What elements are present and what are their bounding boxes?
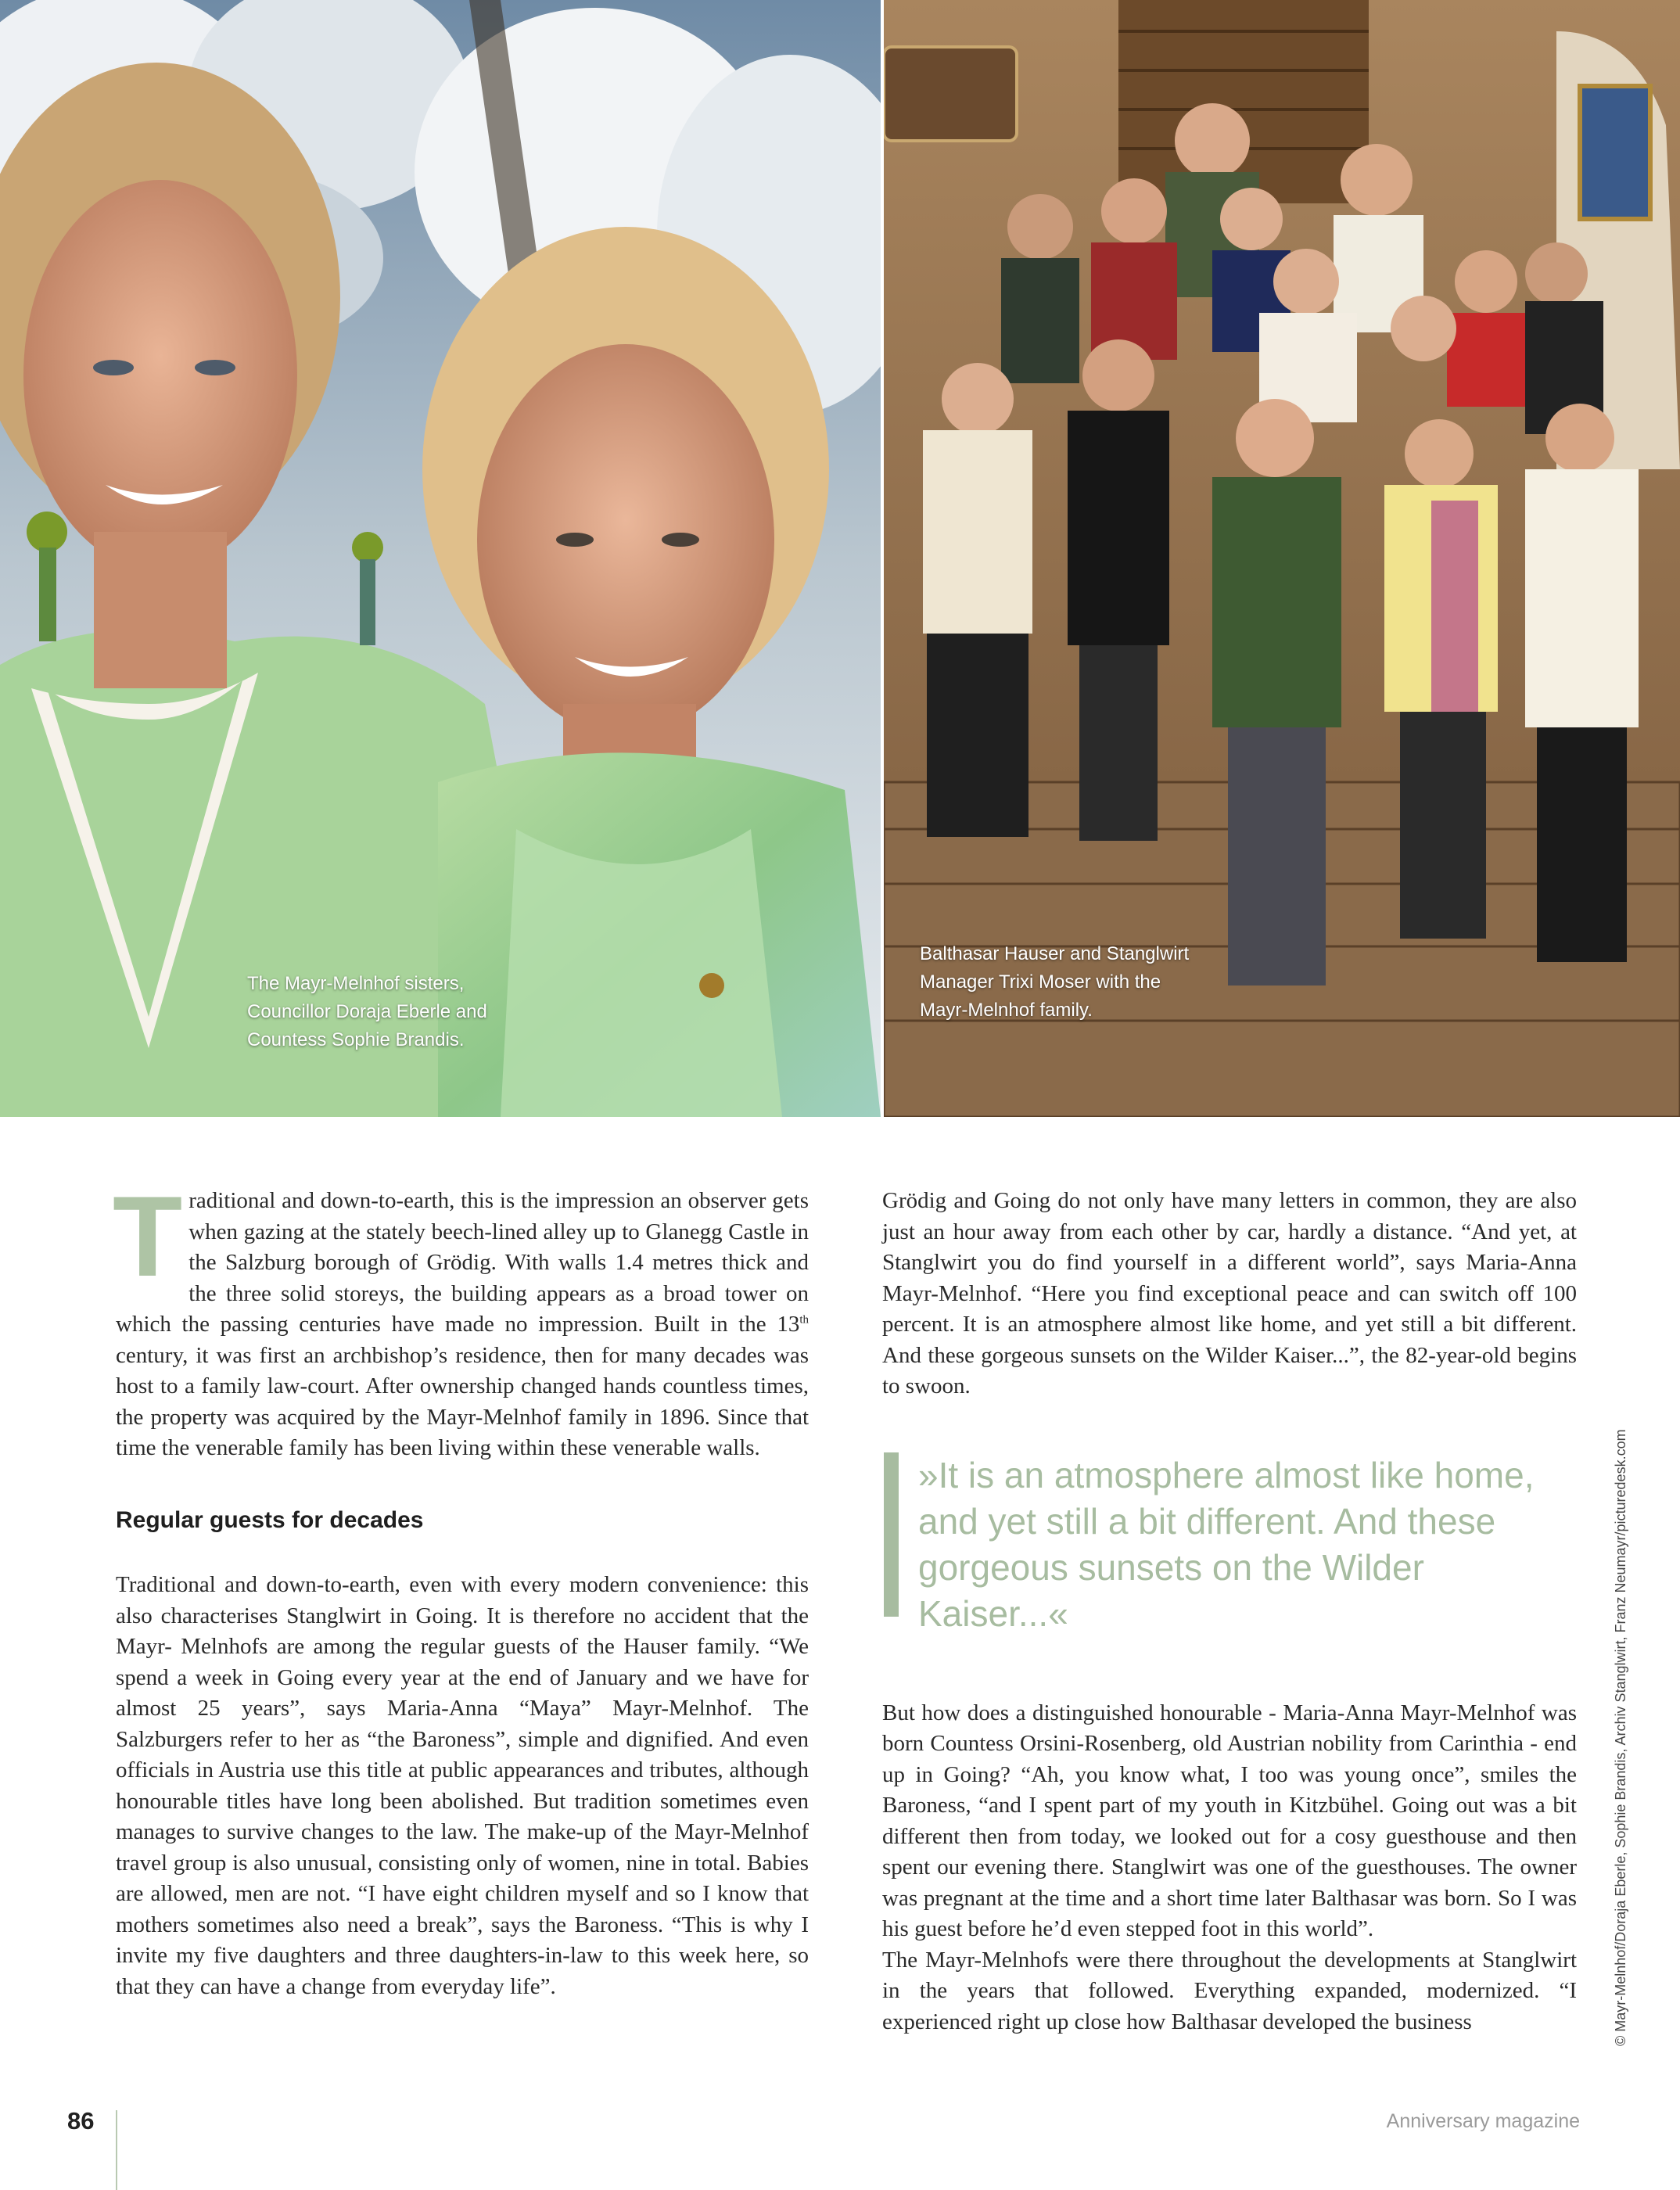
photo-mayr-melnhof-sisters (0, 0, 881, 1117)
caption-line: Countess Sophie Brandis. (247, 1029, 465, 1050)
caption-line: Manager Trixi Moser with the (920, 971, 1161, 993)
drop-cap: T (113, 1172, 183, 1300)
body-paragraph: The Mayr-Melnhofs were there throughout the developments at Stanglwirt in the years that followed. Everything expanded, modernized. “I experienced right up close how Balthasar developed the business (882, 1947, 1577, 2034)
body-paragraph: Traditional and down-to-earth, even with every modern convenience: this also characterises Stanglwirt in Going. It is therefore no accident that the Mayr- Melnhofs are among the regular guests of the Hauser family. “We spend a week in Going every year at the end of January and we have for almost 25 years”, says Maria-Anna “Maya” Mayr-Melnhof. The Salzburgers refer to her as “the Baroness”, simple and dignified. And even officials in Austria use this title at public appearances and tributes, although honourable titles have long been abolished. But tradition sometimes even manages to survive changes to the law. The make-up of the Mayr-Melnhof travel group is also unusual, consisting only of women, nine in total. Babies are allowed, men are not. “I have eight children myself and so I know that mothers sometimes also need a break”, says the Baroness. “This is why I invite my five daughters and three daughters-in-law to this week here, so that they can have a change from everyday life”. (116, 1572, 809, 1999)
footer-divider (116, 2110, 117, 2190)
photo-caption-left (247, 970, 487, 1054)
photo-caption-right (920, 940, 1189, 1025)
caption-line: Mayr-Melnhof family. (920, 1000, 1093, 1021)
section-subheading: Regular guests for decades (116, 1506, 424, 1533)
body-paragraph: Grödig and Going do not only have many letters in common, they are also just an hour away from each other by car, hardly a distance. “And yet, at Stanglwirt you do find yourself in a different world”, says Maria-Anna Mayr-Melnhof. “Here you find exceptional peace and can switch off 100 percent. It is an atmosphere almost like home, and yet still a bit different. And these gorgeous sunsets on the Wilder Kaiser...”, the 82-year-old begins to swoon. (882, 1188, 1577, 1398)
intro-text: raditional and down-to-earth, this is the impression an observer gets when gazing at the stately beech-lined alley up to Glanegg Castle in the Salzburg borough of Grödig. With walls 1.4 metres thick and the three solid storeys, the building appears as a broad tower on which the passing centuries have made no impression. Built in the 13 (116, 1188, 809, 1337)
article-column-right (882, 1186, 1577, 2037)
body-paragraph: But how does a distinguished honourable - Maria-Anna Mayr-Melnhof was born Countess Orsini-Rosenberg, old Austrian nobility from Carinthia - end up in Going? “Ah, you know what, I too was young once”, smiles the Baroness, “and I spent part of my youth in Kitzbühel. Going out was a bit different then from today, we looked out for a cosy guesthouse and then spent our evening there. Stanglwirt was one of the guesthouses. The owner was pregnant at the time and a short time later Balthasar was born. So I was his guest before he’d even stepped foot in this world”. (882, 1700, 1577, 1941)
pull-quote (882, 1452, 1577, 1637)
photo-credit: © Mayr-Melnhof/Doraja Eberle, Sophie Brandis, Archiv Stanglwirt, Franz Neumayr/picturedesk.com (1613, 1429, 1628, 2046)
page-number: 86 (67, 2107, 95, 2134)
caption-line: The Mayr-Melnhof sisters, (247, 973, 465, 994)
pull-quote-text: »It is an atmosphere almost like home, and yet still a bit different. And these gorgeous sunsets on the Wilder Kaiser...« (918, 1454, 1535, 1634)
intro-paragraph (113, 1172, 809, 1464)
article-column-left (113, 1172, 809, 2002)
quote-bar (884, 1452, 899, 1617)
ordinal-suffix: th (799, 1313, 809, 1327)
caption-line: Councillor Doraja Eberle and (247, 1001, 487, 1022)
photo-group-on-stairs (884, 0, 1680, 1117)
intro-text-continued: century, it was first an archbishop’s residence, then for many decades was host to a family law-court. After ownership changed hands countless times, the property was acquired by the Mayr-Melnhof family in 1896. Since that time the venerable family has been living within these venerable walls. (116, 1342, 809, 1460)
magazine-name: Anniversary magazine (1386, 2110, 1580, 2132)
caption-line: Balthasar Hauser and Stanglwirt (920, 943, 1190, 964)
